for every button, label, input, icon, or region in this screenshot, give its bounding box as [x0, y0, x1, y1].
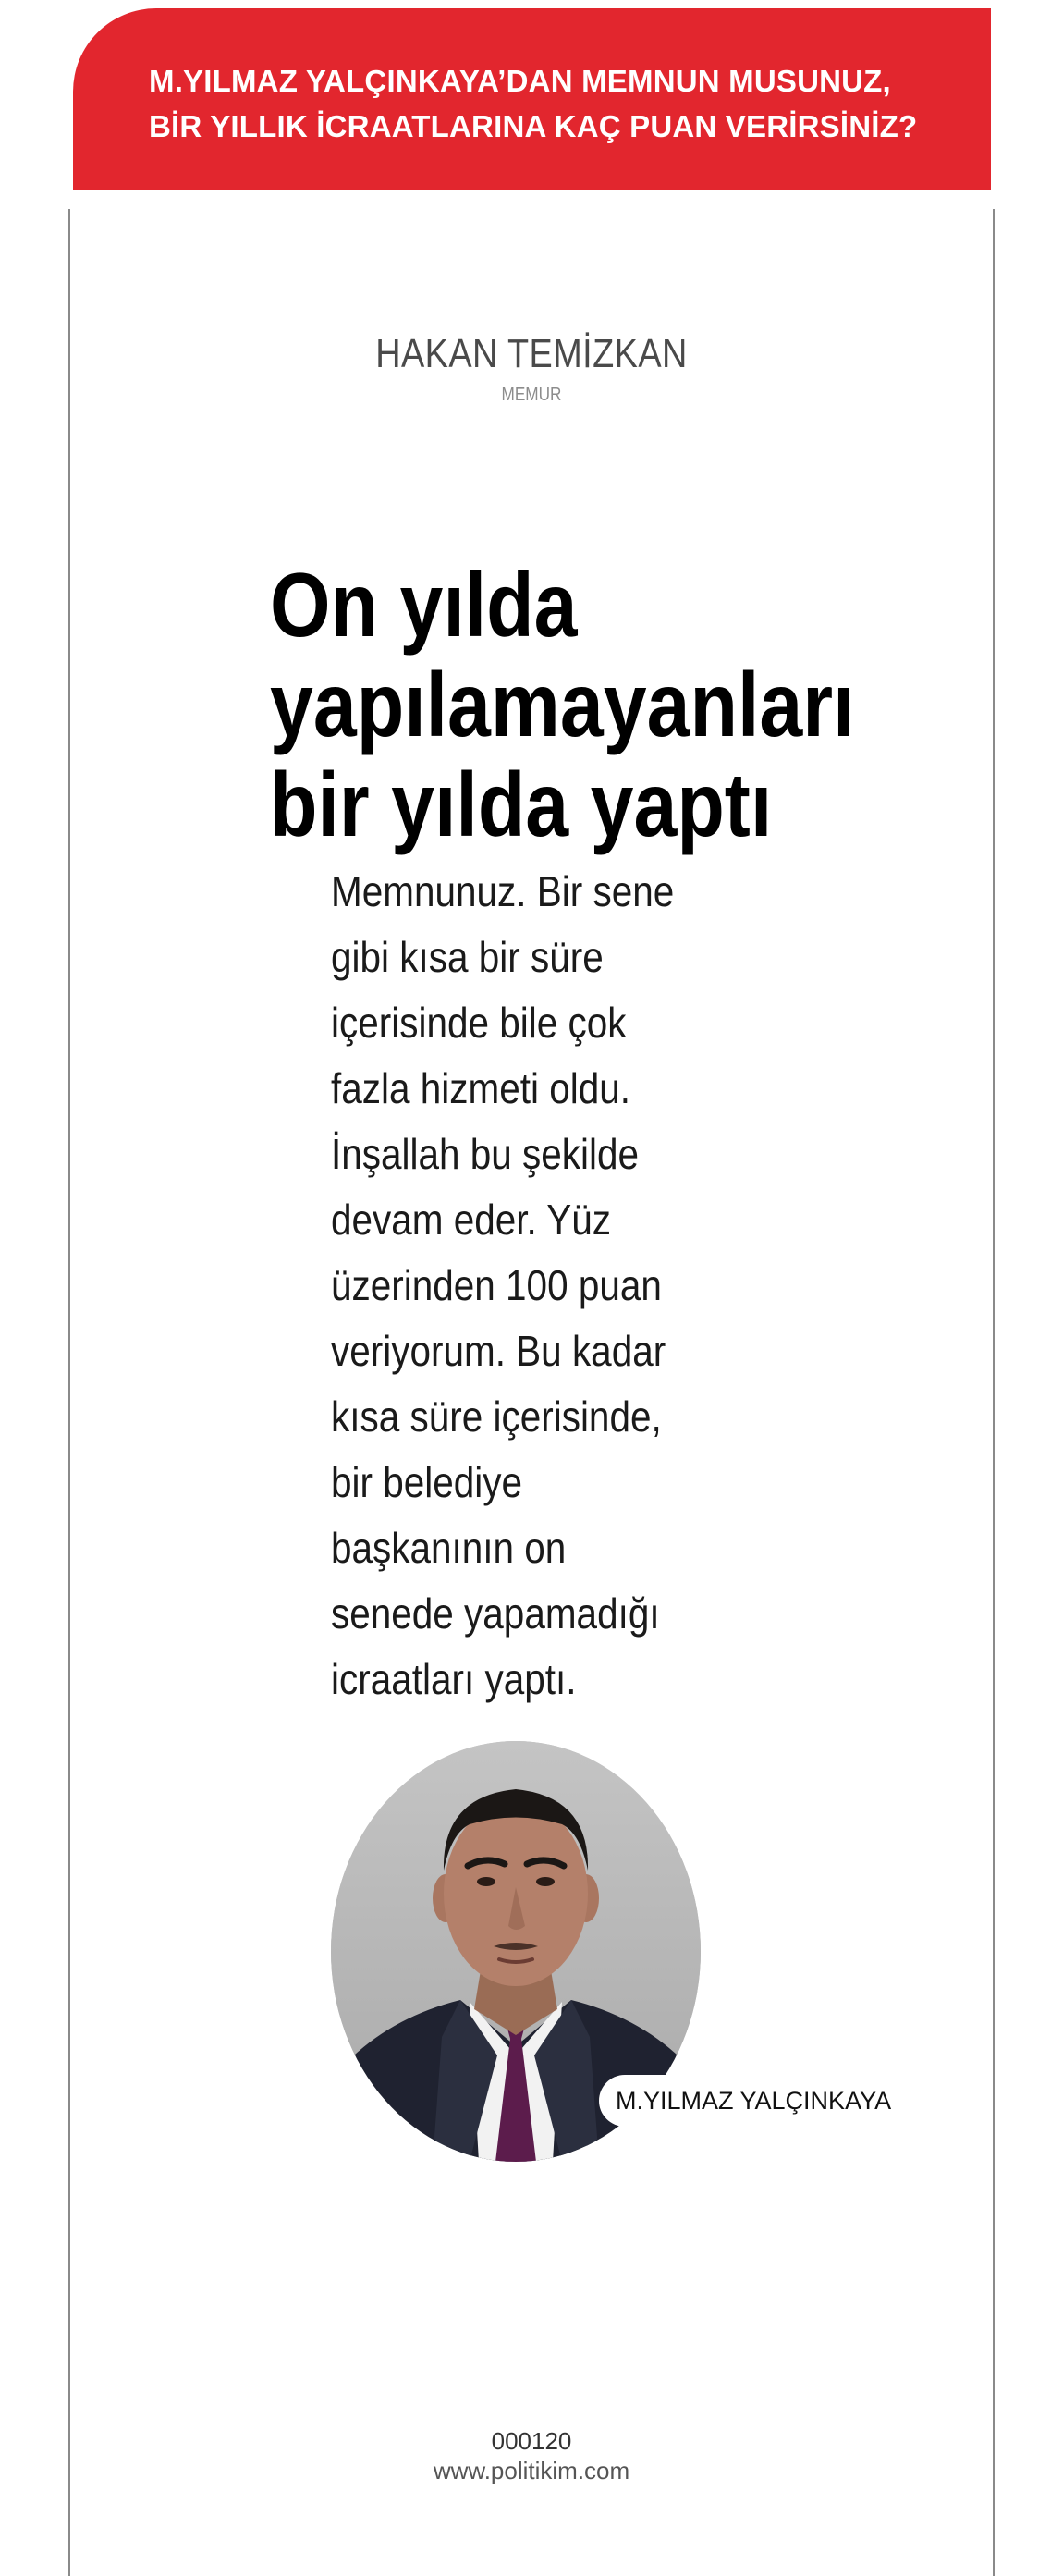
- body-line: içerisinde bile çok: [331, 999, 627, 1047]
- body-line: bir belediye: [331, 1458, 523, 1506]
- body-line: devam eder. Yüz: [331, 1196, 612, 1244]
- body-line: İnşallah bu şekilde: [331, 1130, 640, 1178]
- body-line: gibi kısa bir süre: [331, 933, 604, 981]
- portrait-caption: M.YILMAZ YALÇINKAYA: [599, 2075, 908, 2127]
- headline: [270, 555, 922, 854]
- body-line: fazla hizmeti oldu.: [331, 1064, 631, 1112]
- author-role: MEMUR: [501, 385, 562, 405]
- header-banner: [73, 8, 991, 190]
- body-line: icraatları yaptı.: [331, 1655, 577, 1703]
- body-line: kısa süre içerisinde,: [331, 1392, 662, 1441]
- article-code: 000120: [491, 2427, 572, 2455]
- headline-line: On yılda: [270, 554, 578, 656]
- headline-line: bir yılda yaptı: [270, 754, 773, 855]
- headline-line: yapılamayanları: [270, 654, 855, 755]
- body-line: veriyorum. Bu kadar: [331, 1327, 666, 1375]
- author-name: HAKAN TEMİZKAN: [375, 331, 688, 376]
- quote-body: [331, 859, 738, 1712]
- body-line: üzerinden 100 puan: [331, 1261, 662, 1309]
- body-line: başkanının on: [331, 1524, 567, 1572]
- website-link[interactable]: www.politikim.com: [433, 2457, 630, 2484]
- body-line: senede yapamadığı: [331, 1589, 660, 1638]
- banner-question-line-1: M.YILMAZ YALÇINKAYA’DAN MEMNUN MUSUNUZ,: [149, 64, 891, 98]
- body-line: Memnunuz. Bir sene: [331, 867, 675, 915]
- banner-question-line-2: BİR YILLIK İCRAATLARINA KAÇ PUAN VERİRSİNİZ?: [149, 109, 918, 143]
